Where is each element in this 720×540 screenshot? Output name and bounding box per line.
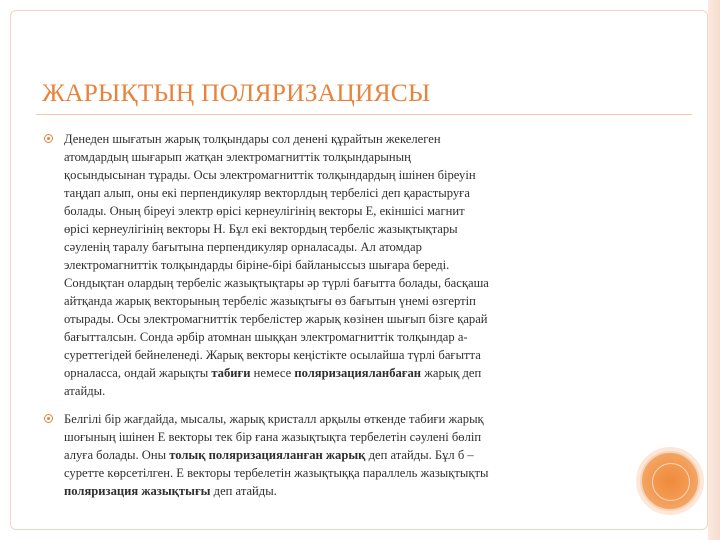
term-natural: табиғи bbox=[211, 366, 251, 380]
right-edge-strip bbox=[708, 0, 720, 540]
bullet-item-1 bbox=[44, 130, 614, 400]
slide-title: ЖАРЫҚТЫҢ ПОЛЯРИЗАЦИЯСЫ bbox=[42, 78, 431, 107]
text-line: Сондықтан олардың тербеліс жазықтықтары әр түрлі бағытта болады, басқаша bbox=[64, 276, 489, 290]
text-line: бағытталсын. Сонда әрбір атомнан шыққан электромагниттік толқындар а- bbox=[64, 330, 468, 344]
text-run: деп атайды. bbox=[210, 484, 277, 498]
term-unpolarized: поляризацияланбаған bbox=[294, 366, 422, 380]
text-line: өрісі кернеулігінің векторы Н. Бұл екі вектордың тербеліс жазықтықтары bbox=[64, 222, 458, 236]
text-line: отырады. Осы электромагниттік тербелістер жарық көзінен шығып бізге қарай bbox=[64, 312, 488, 326]
term-fully-polarized: толық поляризацияланған жарық bbox=[169, 448, 366, 462]
term-polarization-plane: поляризация жазықтығы bbox=[64, 484, 211, 498]
text-line: атомдардың шығарып жатқан электромагниттік толқындарының bbox=[64, 150, 411, 164]
paragraph-natural-light bbox=[64, 130, 614, 400]
text-line: қосындысынан тұрады. Осы электромагниттік толқындардың ішінен біреуін bbox=[64, 168, 476, 182]
text-line: Белгілі бір жағдайда, мысалы, жарық кристалл арқылы өткенде табиғи жарық bbox=[64, 412, 484, 426]
decorative-orb-ring bbox=[652, 463, 690, 501]
text-line: шоғының ішінен Е векторы тек бір ғана жазықтықта тербелетін сәулені бөліп bbox=[64, 430, 482, 444]
text-line: суреттегідей бейнеленеді. Жарық векторы кеңістікте осылайша түрлі бағытта bbox=[64, 348, 481, 362]
paragraph-polarized-light bbox=[64, 410, 614, 500]
bullet-circle-icon bbox=[44, 414, 53, 423]
text-run: деп атайды. Бұл б – bbox=[365, 448, 474, 462]
decorative-orb bbox=[640, 451, 700, 511]
title-divider bbox=[36, 114, 692, 115]
text-line: таңдап алып, оны екі перпендикуляр векторлдың тербелісі деп қарастыруға bbox=[64, 186, 470, 200]
text-run: жарық деп bbox=[421, 366, 482, 380]
text-run: немесе bbox=[250, 366, 295, 380]
text-line bbox=[64, 364, 614, 382]
text-line bbox=[64, 446, 614, 464]
text-line: Денеден шығатын жарық толқындары сол денені құрайтын жекелеген bbox=[64, 132, 441, 146]
bullet-circle-icon bbox=[44, 134, 53, 143]
text-line: сәуленің таралу бағытына перпендикуляр орналасады. Ал атомдар bbox=[64, 240, 422, 254]
text-run: алуға болады. Оны bbox=[64, 448, 170, 462]
slide-content bbox=[44, 130, 614, 510]
bullet-item-2 bbox=[44, 410, 614, 500]
text-line: болады. Оның біреуі электр өрісі кернеулігінің векторы Е, екіншісі магнит bbox=[64, 204, 465, 218]
text-line: суретте көрсетілген. Е векторы тербелетін жазықтыққа параллель жазықтықты bbox=[64, 466, 489, 480]
text-line: айтқанда жарық векторының тербеліс жазықтығы өз бағытын үнемі өзгертіп bbox=[64, 294, 476, 308]
text-line bbox=[64, 482, 614, 500]
text-line: атайды. bbox=[64, 384, 106, 398]
text-line: электромагниттік толқындарды біріне-бірі байланыссыз шығара береді. bbox=[64, 258, 450, 272]
text-run: орналасса, ондай жарықты bbox=[64, 366, 212, 380]
